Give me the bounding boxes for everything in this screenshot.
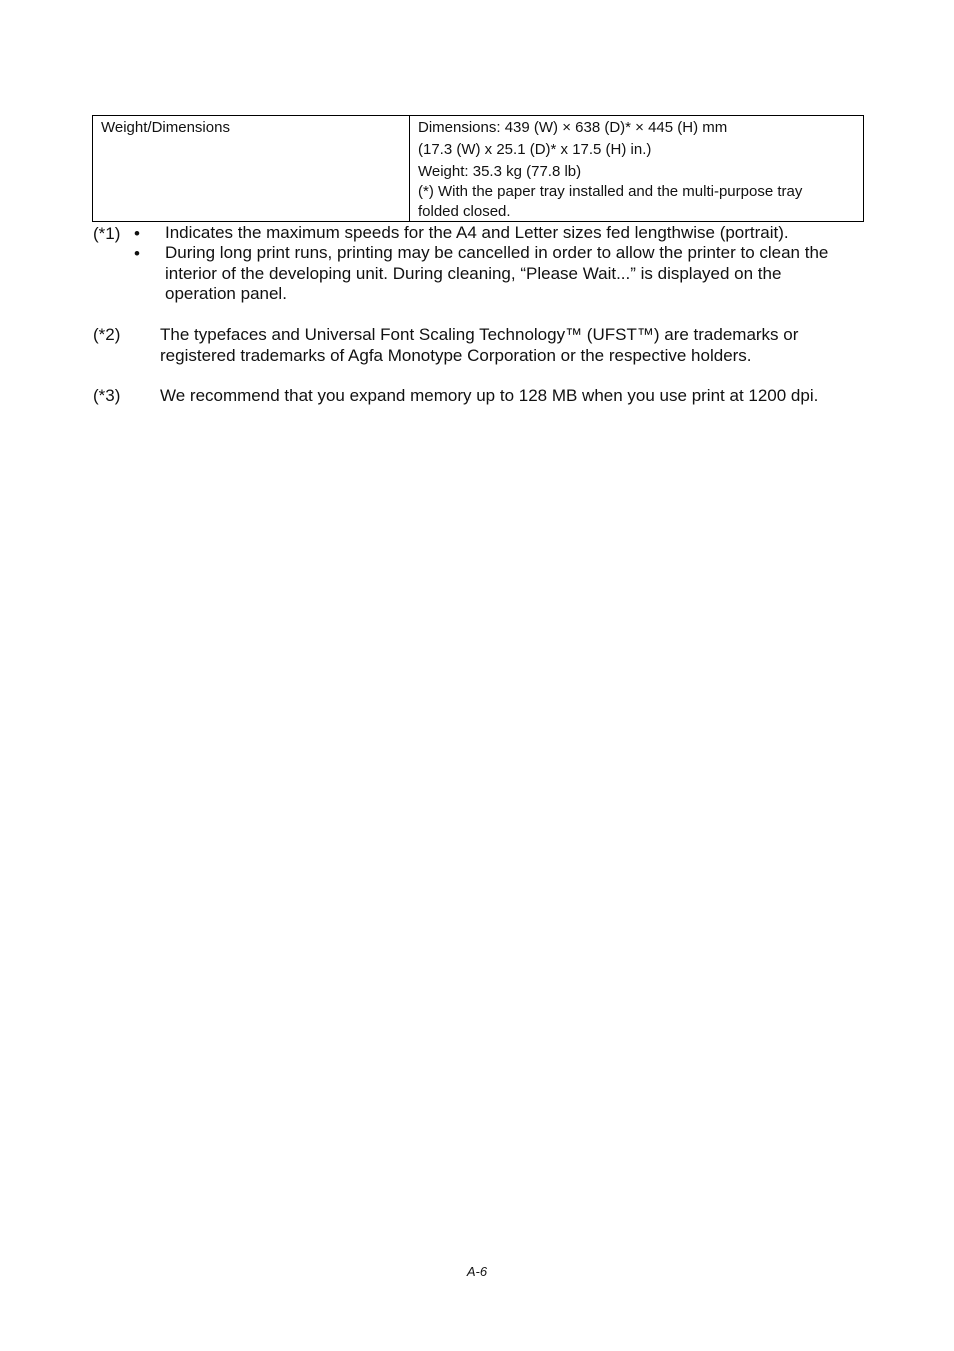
- note-1-bullet-1: Indicates the maximum speeds for the A4 and Letter sizes fed lengthwise (portrait).: [165, 223, 789, 242]
- spec-dimensions-mm: Dimensions: 439 (W) × 638 (D)* × 445 (H) mm: [418, 119, 728, 136]
- spec-footnote-line-1: (*) With the paper tray installed and the multi-purpose tray: [418, 183, 803, 200]
- note-2-line-1: The typefaces and Universal Font Scaling Technology™ (UFST™) are trademarks or: [160, 325, 799, 344]
- note-1-bullet-1-dot: •: [134, 224, 140, 243]
- note-3-text: We recommend that you expand memory up to 128 MB when you use print at 1200 dpi.: [160, 386, 819, 405]
- note-1-bullet-2-line-1: During long print runs, printing may be cancelled in order to allow the printer to clean the: [165, 243, 829, 262]
- spec-dimensions-in: (17.3 (W) x 25.1 (D)* x 17.5 (H) in.): [418, 141, 652, 158]
- spec-label: Weight/Dimensions: [101, 119, 230, 136]
- spec-footnote-line-2: folded closed.: [418, 203, 511, 220]
- spec-table: [92, 115, 864, 222]
- note-2-mark: (*2): [93, 325, 121, 344]
- note-1-bullet-2-line-2: interior of the developing unit. During cleaning, “Please Wait...” is displayed on the: [165, 263, 782, 283]
- spec-label-cell: [93, 116, 410, 221]
- note-1-bullet-2-dot: •: [134, 244, 140, 263]
- note-1-bullet-2-line-3: operation panel.: [165, 284, 287, 303]
- page-number: A-6: [466, 1264, 488, 1279]
- note-2-line-2: registered trademarks of Agfa Monotype Corporation or the respective holders.: [160, 345, 752, 365]
- note-1-bullet-2: [165, 243, 828, 305]
- note-3-mark: (*3): [93, 386, 121, 405]
- note-2-text: [160, 325, 798, 366]
- spec-weight: Weight: 35.3 kg (77.8 lb): [418, 163, 582, 180]
- note-1-mark: (*1): [93, 224, 121, 243]
- spec-value-cell: [410, 116, 863, 221]
